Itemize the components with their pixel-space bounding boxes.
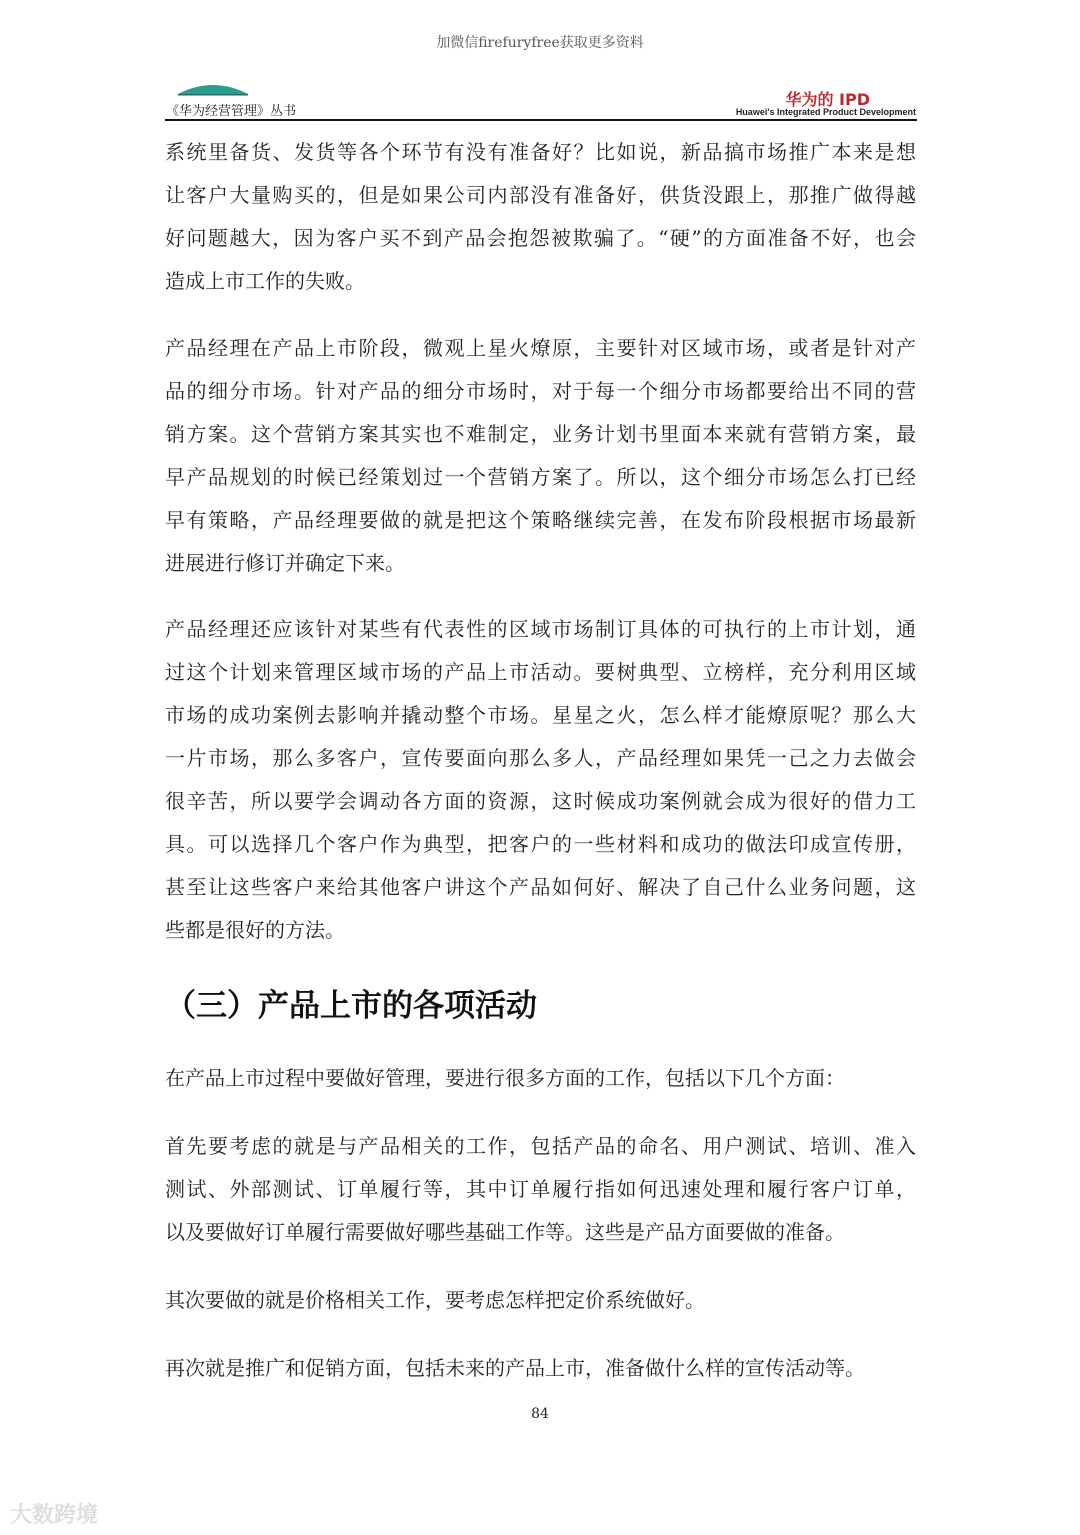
text-line: 产品经理在产品上市阶段，微观上星火燎原，主要针对区域市场，或者是针对产 (165, 336, 916, 360)
text-line: 首先要考虑的就是与产品相关的工作，包括产品的命名、用户测试、培训、准入 (165, 1134, 916, 1158)
text-line: 早有策略，产品经理要做的就是把这个策略继续完善，在发布阶段根据市场最新 (165, 508, 916, 532)
text-line: 系统里备货、发货等各个环节有没有准备好？比如说，新品搞市场推广本来是想 (165, 140, 916, 164)
text-line: 在产品上市过程中要做好管理，要进行很多方面的工作，包括以下几个方面： (165, 1066, 845, 1090)
paragraph (165, 327, 916, 585)
paragraph (165, 1347, 916, 1390)
paragraph (165, 1125, 916, 1254)
text-line: 市场的成功案例去影响并撬动整个市场。星星之火，怎么样才能燎原呢？那么大 (165, 703, 916, 727)
text-line: 一片市场，那么多客户，宣传要面向那么多人，产品经理如果凭一己之力去做会 (165, 746, 916, 770)
text-line: 以及要做好订单履行需要做好哪些基础工作等。这些是产品方面要做的准备。 (165, 1220, 845, 1244)
book-title: 华为的 IPD (785, 90, 870, 109)
bottom-watermark: 大数跨境 (10, 1503, 99, 1528)
text-line: 品的细分市场。针对产品的细分市场时，对于每一个细分市场都要给出不同的营 (165, 379, 916, 403)
section-heading: （三）产品上市的各项活动 (165, 988, 537, 1024)
series-logo-icon (178, 80, 248, 96)
text-line: 产品经理还应该针对某些有代表性的区域市场制订具体的可执行的上市计划，通 (165, 617, 916, 641)
text-line: 好问题越大，因为客户买不到产品会抱怨被欺骗了。“硬”的方面准备不好，也会 (165, 226, 916, 250)
text-line: 具。可以选择几个客户作为典型，把客户的一些材料和成功的做法印成宣传册， (165, 832, 916, 856)
book-subtitle: Huawei's Integrated Product Development (735, 107, 916, 117)
text-line: 早产品规划的时候已经策划过一个营销方案了。所以，这个细分市场怎么打已经 (165, 465, 916, 489)
text-line: 再次就是推广和促销方面，包括未来的产品上市，准备做什么样的宣传活动等。 (165, 1356, 865, 1380)
top-watermark: 加微信firefuryfree获取更多资料 (436, 35, 644, 51)
text-line: 过这个计划来管理区域市场的产品上市活动。要树典型、立榜样，充分利用区域 (165, 660, 916, 684)
text-line: 甚至让这些客户来给其他客户讲这个产品如何好、解决了自己什么业务问题，这 (165, 875, 916, 899)
paragraph (165, 1057, 916, 1100)
text-line: 很辛苦，所以要学会调动各方面的资源，这时候成功案例就会成为很好的借力工 (165, 789, 916, 813)
page-number: 84 (531, 1406, 549, 1422)
text-line: 进展进行修订并确定下来。 (165, 551, 405, 575)
text-line: 让客户大量购买的，但是如果公司内部没有准备好，供货没跟上，那推广做得越 (165, 183, 916, 207)
text-line: 销方案。这个营销方案其实也不难制定，业务计划书里面本来就有营销方案，最 (165, 422, 916, 446)
text-line: 造成上市工作的失败。 (165, 269, 365, 293)
header-divider (165, 119, 917, 121)
paragraph (165, 608, 916, 952)
text-line: 些都是很好的方法。 (165, 918, 345, 942)
paragraph (165, 131, 916, 303)
series-title: 《华为经营管理》丛书 (166, 104, 297, 119)
text-line: 测试、外部测试、订单履行等，其中订单履行指如何迅速处理和履行客户订单， (165, 1177, 916, 1201)
text-line: 其次要做的就是价格相关工作，要考虑怎样把定价系统做好。 (165, 1288, 705, 1312)
paragraph (165, 1279, 916, 1322)
